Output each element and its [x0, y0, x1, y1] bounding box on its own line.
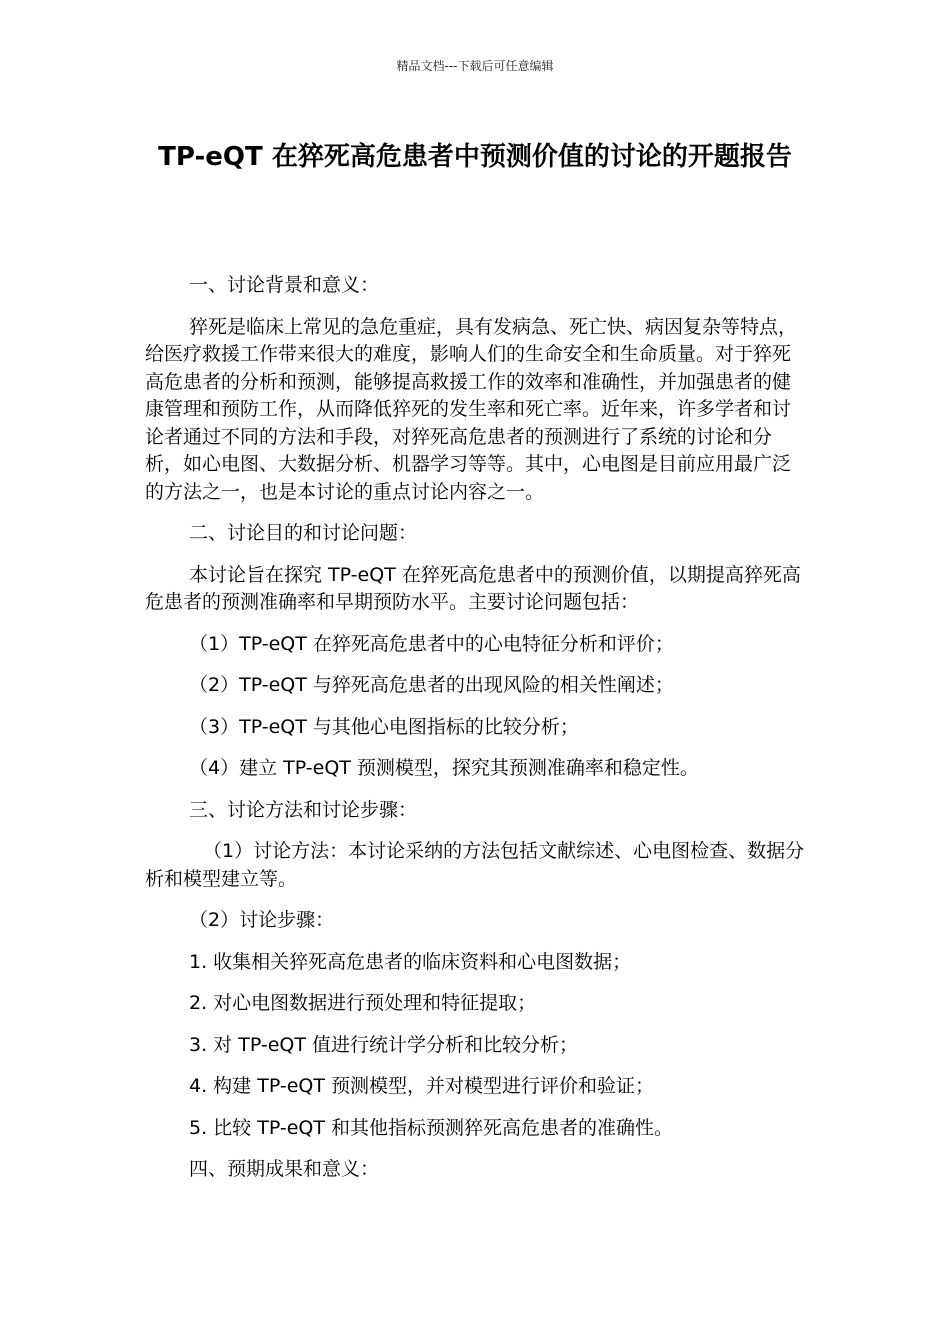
- step-item: 5. 比较 TP-eQT 和其他指标预测猝死高危患者的准确性。: [189, 1116, 674, 1139]
- section-2-heading: 二、讨论目的和讨论问题：: [189, 522, 418, 544]
- question-item: （4）建立 TP-eQT 预测模型，探究其预测准确率和稳定性。: [189, 757, 699, 779]
- section-3-heading: 三、讨论方法和讨论步骤：: [189, 798, 418, 821]
- section-2-paragraph: 本讨论旨在探究 TP-eQT 在猝死高危患者中的预测价值，以期提高猝死高危患者的预测准确率和早期预防水平。主要讨论问题包括：: [145, 563, 801, 613]
- section-1-heading: 一、讨论背景和意义：: [189, 274, 380, 296]
- step-item: 3. 对 TP-eQT 值进行统计学分析和比较分析；: [189, 1033, 578, 1056]
- question-item: （1）TP-eQT 在猝死高危患者中的心电特征分析和评价；: [189, 632, 674, 655]
- document-title: TP-eQT 在猝死高危患者中预测价值的讨论的开题报告: [158, 142, 792, 172]
- document-body: [145, 272, 805, 1198]
- section-1-paragraph: 猝死是临床上常见的急危重症，具有发病急、死亡快、病因复杂等特点，给医疗救援工作带来很大的难度，影响人们的生命安全和生命质量。对于猝死高危患者的分析和预测，能够提高救援工作的效率和准确性，并加强患者的健康管理和预防工作，从而降低猝死的发生率和死亡率。近年来，许多学者和讨论者通过不同的方法和手段，对猝死高危患者的预测进行了系统的讨论和分析，如心电图、大数据分析、机器学习等等。其中，心电图是目前应用最广泛的方法之一，也是本讨论的重点讨论内容之一。: [145, 315, 798, 503]
- method-paragraph: （1）讨论方法：本讨论采纳的方法包括文献综述、心电图检查、数据分析和模型建立等。: [145, 840, 805, 890]
- section-4-heading: 四、预期成果和意义：: [189, 1158, 380, 1180]
- question-item: （2）TP-eQT 与猝死高危患者的出现风险的相关性阐述；: [189, 674, 674, 696]
- step-item: 2. 对心电图数据进行预处理和特征提取；: [189, 992, 537, 1014]
- question-item: （3）TP-eQT 与其他心电图指标的比较分析；: [189, 715, 579, 738]
- step-item: 1. 收集相关猝死高危患者的临床资料和心电图数据；: [189, 950, 632, 973]
- steps-label: （2）讨论步骤：: [189, 909, 335, 931]
- header-note: 精品文档---下载后可任意编辑: [396, 59, 554, 73]
- step-item: 4. 构建 TP-eQT 预测模型，并对模型进行评价和验证；: [189, 1075, 655, 1097]
